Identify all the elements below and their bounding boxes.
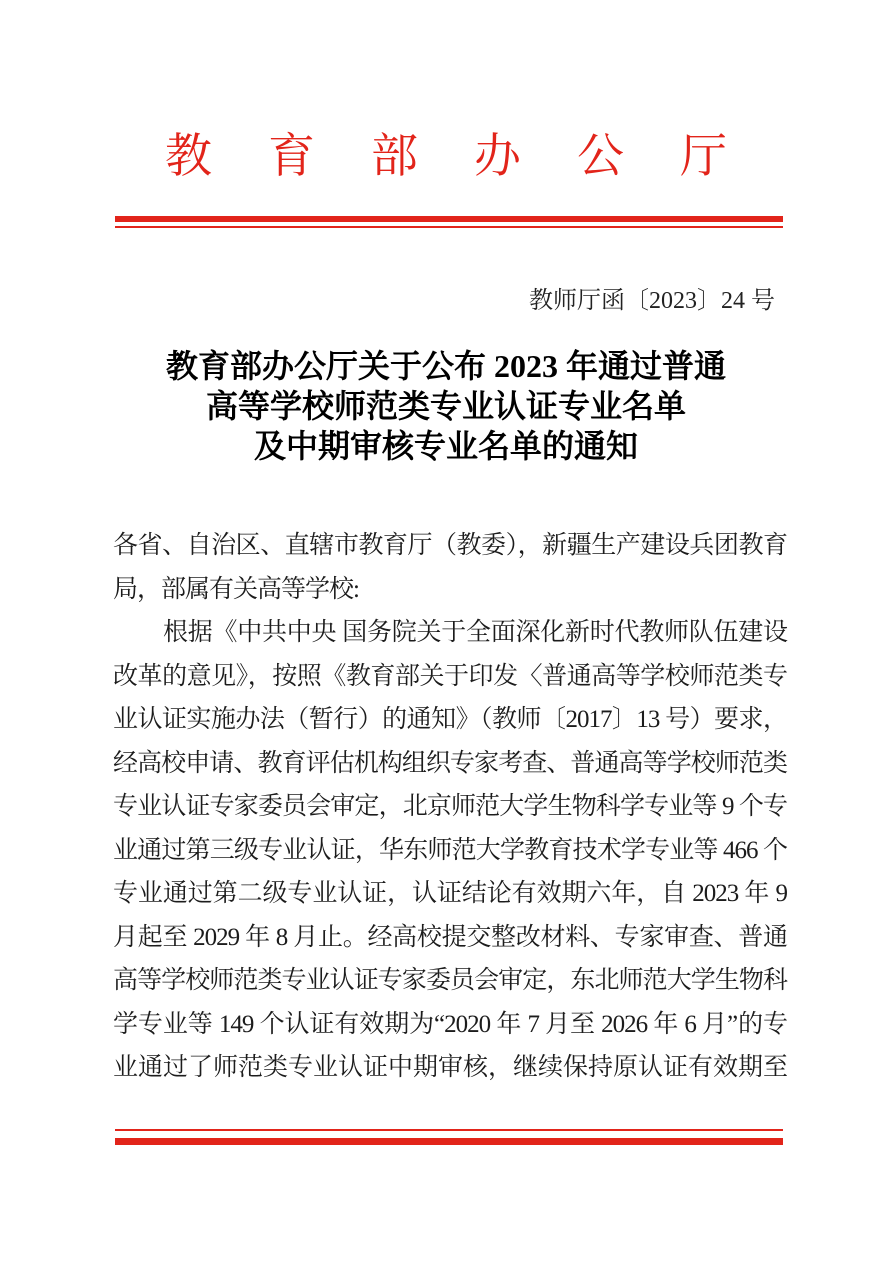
body-text-line: 根据《中共中央 国务院关于全面深化新时代教师队伍建设 [163,619,787,646]
letterhead-org-name: 教育部办公厅 [165,131,783,183]
body-text-line: 月起至 2029 年 8 月止。经高校提交整改材料、专家审查、普通 [113,923,787,951]
document-title-line: 及中期审核专业名单的通知 [253,428,638,464]
body-text-line: 经高校申请、教育评估机构组织专家考查、普通高等学校师范类 [113,749,787,777]
body-text-line: 局，部属有关高等学校: [113,575,359,603]
document-title-line: 高等学校师范类专业认证专业名单 [205,388,686,424]
document-title [0,346,892,466]
body-text-line: 专业通过第二级专业认证，认证结论有效期六年，自 2023 年 9 [113,880,787,907]
body-text-line: 学专业等 149 个认证有效期为“2020 年 7 月至 2026 年 6 月”的专 [113,1010,787,1038]
body-text-line: 高等学校师范类专业认证专家委员会审定，东北师范大学生物科 [113,967,787,994]
footer-rule-thick [115,1138,783,1145]
body-text [113,524,787,1090]
document-number: 教师厅函〔2023〕24 号 [529,288,775,314]
body-text-line: 专业认证专家委员会审定，北京师范大学生物科学专业等 9 个专 [113,793,787,820]
footer-rule-thin [115,1129,783,1131]
body-text-line: 各省、自治区、直辖市教育厅（教委），新疆生产建设兵团教育 [113,532,787,559]
body-text-line: 业认证实施办法（暂行）的通知》（教师〔2017〕13 号）要求， [113,706,787,733]
header-rule-thick [115,216,783,222]
body-text-line: 业通过第三级专业认证，华东师范大学教育技术学专业等 466 个 [113,836,787,864]
body-text-line: 业通过了师范类专业认证中期审核，继续保持原认证有效期至 [113,1054,787,1081]
header-rule-thin [115,226,783,228]
document-title-line: 教育部办公厅关于公布 2023 年通过普通 [165,348,726,384]
body-text-line: 改革的意见》，按照《教育部关于印发〈普通高等学校师范类专 [113,662,787,690]
